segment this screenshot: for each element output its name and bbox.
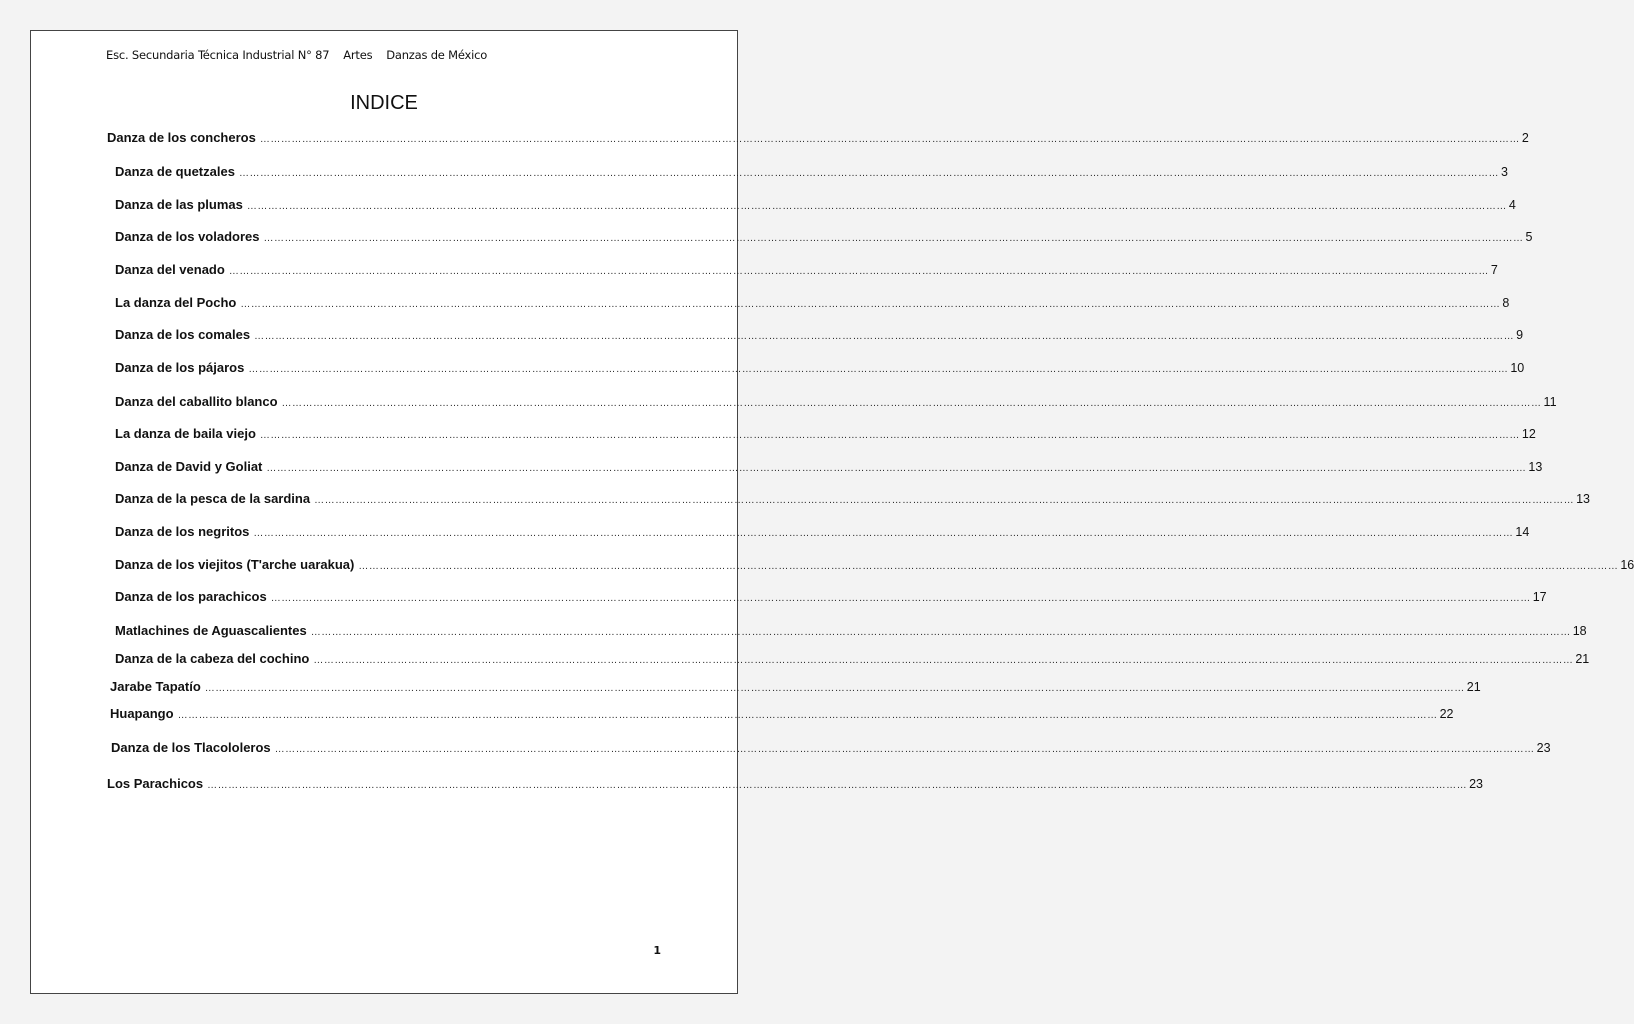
toc-entry (110, 706, 1454, 724)
toc-entry (115, 589, 1547, 607)
toc-dot-leader: ……………………………………………………………………………………………………………………………………………………………………………………………………………………………………………………………………………………………………………………………… (270, 593, 1531, 604)
toc-dot-leader: ……………………………………………………………………………………………………………………………………………………………………………………………………………………………………………………………………………………………………………………………… (207, 780, 1468, 791)
toc-entry-title: Danza de los concheros (107, 130, 256, 145)
toc-entry-title: Danza de los voladores (115, 229, 260, 244)
toc-entry-title: Danza de la pesca de la sardina (115, 491, 311, 506)
toc-entry (107, 776, 1484, 794)
toc-entry-page: 12 (1521, 427, 1536, 441)
toc-entry-title: Danza del caballito blanco (115, 394, 278, 409)
toc-entry-page: 21 (1466, 680, 1481, 694)
toc-entry-title: Danza de los negritos (115, 524, 250, 539)
toc-entry-page: 16 (1620, 558, 1634, 572)
toc-entry (115, 426, 1536, 444)
toc-entry (115, 651, 1590, 669)
toc-entry-title: La danza del Pocho (115, 295, 237, 310)
toc-dot-leader: ……………………………………………………………………………………………………………………………………………………………………………………………………………………………………………………………………………………………………………………………… (313, 655, 1574, 666)
page-number: 1 (653, 944, 661, 957)
toc-entry-page: 9 (1516, 328, 1524, 342)
toc-entry-title: La danza de baila viejo (115, 426, 256, 441)
toc-dot-leader: ……………………………………………………………………………………………………………………………………………………………………………………………………………………………………………………………………………………………………………………………… (177, 710, 1438, 721)
toc-entry (115, 229, 1533, 247)
toc-entry-page: 21 (1575, 652, 1590, 666)
toc-entry (115, 459, 1543, 477)
toc-entry-title: Los Parachicos (107, 776, 204, 791)
toc-dot-leader: ……………………………………………………………………………………………………………………………………………………………………………………………………………………………………………………………………………………………………………………………… (248, 364, 1509, 375)
toc-entry-page: 3 (1500, 165, 1508, 179)
toc-dot-leader: ……………………………………………………………………………………………………………………………………………………………………………………………………………………………………………………………………………………………………………………………… (263, 233, 1524, 244)
toc-entry-page: 18 (1572, 624, 1587, 638)
toc-entry-title: Danza de los parachicos (115, 589, 267, 604)
toc-entry (115, 623, 1587, 641)
toc-entry-title: Danza de quetzales (115, 164, 235, 179)
toc-entry-page: 22 (1439, 707, 1454, 721)
toc-entry-title: Danza de los viejitos (T'arche uarakua) (115, 557, 355, 572)
toc-entry-title: Danza de las plumas (115, 197, 243, 212)
toc-entry (115, 360, 1525, 378)
toc-entry-title: Danza de la cabeza del cochino (115, 651, 310, 666)
toc-dot-leader: ……………………………………………………………………………………………………………………………………………………………………………………………………………………………………………………………………………………………………………………………… (314, 495, 1575, 506)
toc-dot-leader: ……………………………………………………………………………………………………………………………………………………………………………………………………………………………………………………………………………………………………………………………… (259, 430, 1520, 441)
toc-entry (115, 524, 1530, 542)
toc-entry (115, 164, 1508, 182)
toc-entry (115, 327, 1524, 345)
toc-dot-leader: ……………………………………………………………………………………………………………………………………………………………………………………………………………………………………………………………………………………………………………………………… (274, 744, 1535, 755)
toc-entry-page: 17 (1532, 590, 1547, 604)
toc-dot-leader: ……………………………………………………………………………………………………………………………………………………………………………………………………………………………………………………………………………………………………………………………… (281, 398, 1542, 409)
toc-dot-leader: ……………………………………………………………………………………………………………………………………………………………………………………………………………………………………………………………………………………………………………………………… (259, 134, 1520, 145)
toc-dot-leader: ……………………………………………………………………………………………………………………………………………………………………………………………………………………………………………………………………………………………………………………………… (204, 683, 1465, 694)
header-subject: Artes (343, 48, 373, 62)
toc-entry-page: 23 (1469, 777, 1484, 791)
toc-dot-leader: ……………………………………………………………………………………………………………………………………………………………………………………………………………………………………………………………………………………………………………………………… (358, 561, 1619, 572)
toc-entry-page: 7 (1490, 263, 1498, 277)
toc-dot-leader: ……………………………………………………………………………………………………………………………………………………………………………………………………………………………………………………………………………………………………………………………… (238, 168, 1499, 179)
toc-entry-page: 23 (1536, 741, 1551, 755)
toc-entry-title: Danza de los comales (115, 327, 251, 342)
toc-entry-title: Danza de los pájaros (115, 360, 245, 375)
document-page (30, 30, 1634, 994)
toc-entry (115, 394, 1557, 412)
toc-entry-title: Danza de los Tlacololeros (111, 740, 271, 755)
header-school: Esc. Secundaria Técnica Industrial N° 87 (106, 48, 330, 62)
toc-entry-page: 10 (1510, 361, 1525, 375)
toc-entry-page: 14 (1515, 525, 1530, 539)
toc-dot-leader: ……………………………………………………………………………………………………………………………………………………………………………………………………………………………………………………………………………………………………………………………… (310, 627, 1571, 638)
header-topic: Danzas de México (386, 48, 488, 62)
toc-entry-page: 13 (1576, 492, 1590, 506)
toc-entry (115, 491, 1590, 509)
toc-entry-page: 4 (1508, 198, 1516, 212)
toc-entry-title: Danza del venado (115, 262, 225, 277)
toc-entry-title: Matlachines de Aguascalientes (115, 623, 307, 638)
page-header (106, 48, 487, 62)
toc-dot-leader: ……………………………………………………………………………………………………………………………………………………………………………………………………………………………………………………………………………………………………………………………… (253, 528, 1514, 539)
toc-entry (111, 740, 1551, 758)
toc-entry (110, 679, 1481, 697)
toc-entry-page: 2 (1521, 131, 1529, 145)
toc-entry-page: 5 (1525, 230, 1533, 244)
toc-entry (115, 557, 1634, 575)
toc-dot-leader: ……………………………………………………………………………………………………………………………………………………………………………………………………………………………………………………………………………………………………………………………… (254, 331, 1515, 342)
index-title: INDICE (350, 92, 418, 114)
toc-dot-leader: ……………………………………………………………………………………………………………………………………………………………………………………………………………………………………………………………………………………………………………………………… (246, 201, 1507, 212)
toc-entry-page: 8 (1502, 296, 1510, 310)
toc-entry-title: Huapango (110, 706, 174, 721)
toc-entry (107, 130, 1529, 148)
toc-dot-leader: ……………………………………………………………………………………………………………………………………………………………………………………………………………………………………………………………………………………………………………………………… (266, 463, 1527, 474)
toc-entry-page: 13 (1528, 460, 1543, 474)
toc-entry (115, 262, 1498, 280)
toc-dot-leader: ……………………………………………………………………………………………………………………………………………………………………………………………………………………………………………………………………………………………………………………………… (240, 299, 1501, 310)
toc-entry (115, 295, 1510, 313)
toc-entry (115, 197, 1516, 215)
toc-entry-title: Danza de David y Goliat (115, 459, 263, 474)
toc-entry-page: 11 (1543, 395, 1557, 409)
toc-dot-leader: ……………………………………………………………………………………………………………………………………………………………………………………………………………………………………………………………………………………………………………………………… (228, 266, 1489, 277)
toc-entry-title: Jarabe Tapatío (110, 679, 201, 694)
